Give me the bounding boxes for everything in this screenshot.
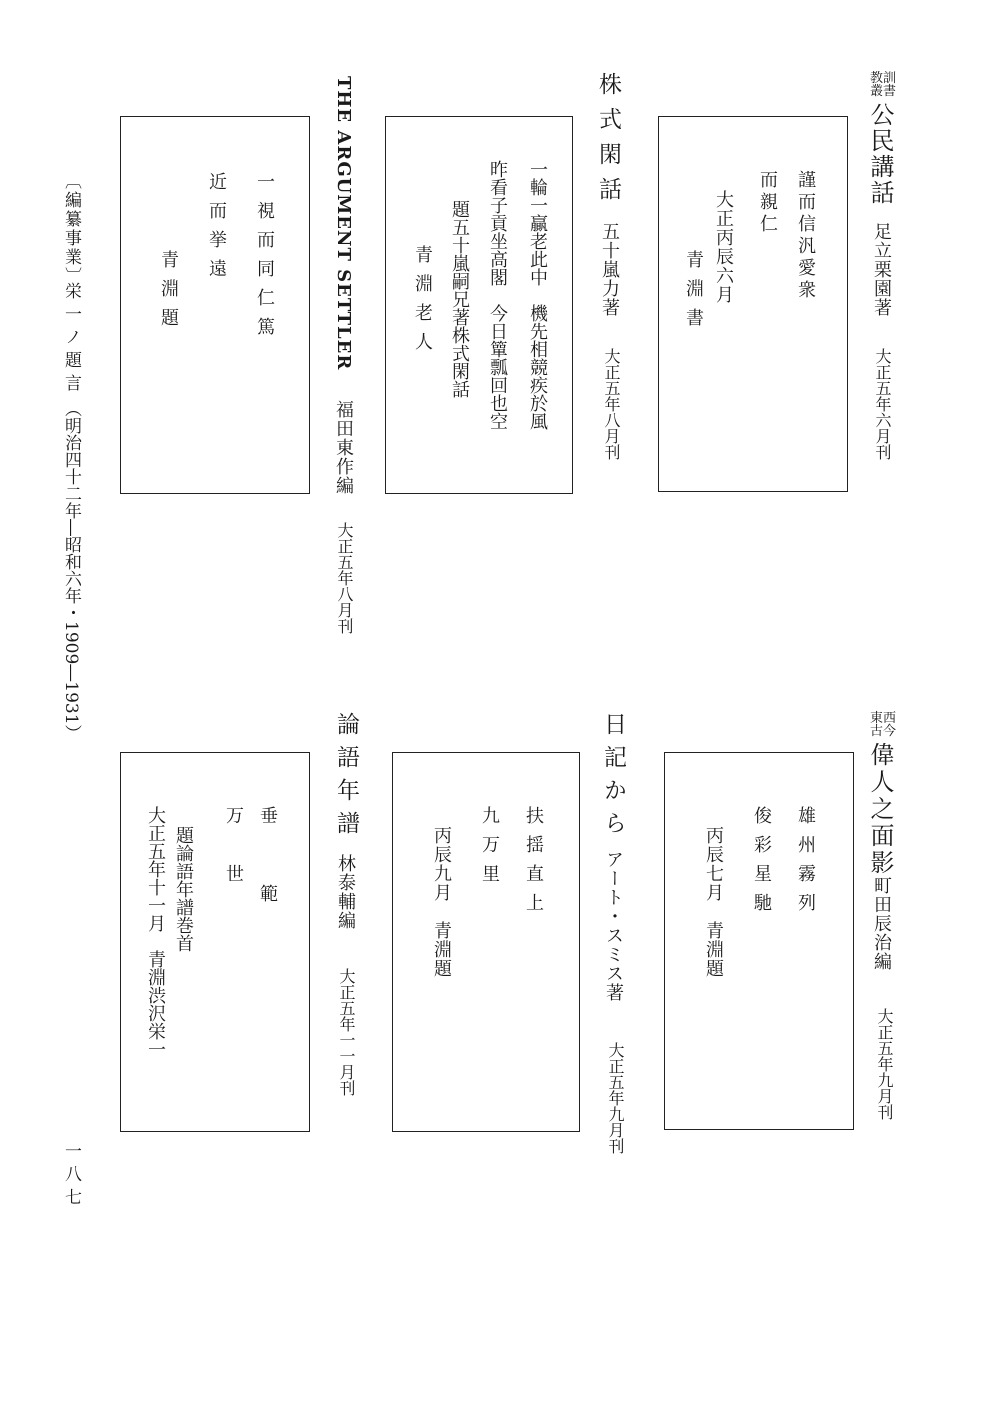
inscription-signature: 丙辰七月 青淵題 [703, 826, 724, 978]
inscription-line: 俊彩星馳 [751, 806, 772, 922]
inscription-line: 一視而同仁篤 [254, 172, 275, 346]
entry-author: 足立栗園著 [871, 222, 892, 317]
entry-published: 大正五年九月刊 [606, 1042, 625, 1154]
inscription-line: 謹而信汎愛衆 [795, 170, 816, 302]
page-number: 一八七 [61, 1142, 81, 1211]
entry-author: 町田辰治編 [871, 876, 892, 971]
entry-title: 株式閑話 [595, 72, 621, 212]
inscription-signature: 青淵題 [158, 250, 179, 337]
inscription-line: 題五十嵐嗣兄著株式閑話 [449, 200, 470, 398]
inscription-line: 題論語年譜巻首 [173, 826, 194, 952]
entry-author: 福田東作編 [333, 400, 354, 495]
series-label: 東西 古今 [869, 711, 896, 739]
series-label: 教訓 叢書 [869, 71, 896, 99]
entry-published: 大正五年八月刊 [602, 348, 621, 460]
entry-author: アート・スミス著 [603, 850, 624, 1002]
entry-published: 大正五年八月刊 [335, 522, 354, 634]
entry-author: 五十嵐力著 [599, 222, 620, 317]
running-header-section: 〔編纂事業〕 [61, 172, 81, 286]
entry-published: 大正五年九月刊 [875, 1008, 894, 1120]
entry-title: 公民講話 [866, 102, 894, 206]
entry-published: 大正五年六月刊 [873, 348, 892, 460]
entry-title: THE ARGUMENT SETTLER [333, 76, 354, 371]
inscription-line: 雄州霧列 [795, 806, 816, 922]
inscription-signature: 青淵書 [683, 250, 704, 337]
inscription-line: 而親仁 [757, 170, 778, 236]
inscription-line: 垂範 [257, 806, 278, 962]
inscription-signature: 青淵老人 [412, 245, 433, 361]
running-header-period: （明治四十二年―昭和六年・1909―1931） [61, 400, 81, 742]
inscription-line: 万世 [223, 806, 244, 922]
inscription-line: 九万里 [479, 806, 500, 893]
inscription-line: 昨看子貢坐高閣 今日簞瓢回也空 [487, 160, 508, 430]
entry-author: 林泰輔編 [335, 854, 356, 930]
inscription-signature: 大正五年十一月 青淵渋沢栄一 [145, 806, 166, 1058]
inscription-line: 扶揺直上 [523, 806, 544, 922]
inscription-line: 一輪一贏老此中 機先相競疾於風 [527, 160, 548, 430]
entry-published: 大正五年一一月刊 [337, 968, 356, 1096]
inscription-line: 近而挙遠 [206, 172, 227, 288]
running-header-subsection: 栄一ノ題言 [61, 282, 81, 397]
inscription-signature: 丙辰九月 青淵題 [431, 826, 452, 978]
inscription-date: 大正丙辰六月 [713, 190, 734, 304]
entry-title: 論語年譜 [333, 712, 359, 844]
entry-title: 偉人之面影 [866, 742, 894, 877]
entry-title: 日記から [600, 712, 626, 844]
